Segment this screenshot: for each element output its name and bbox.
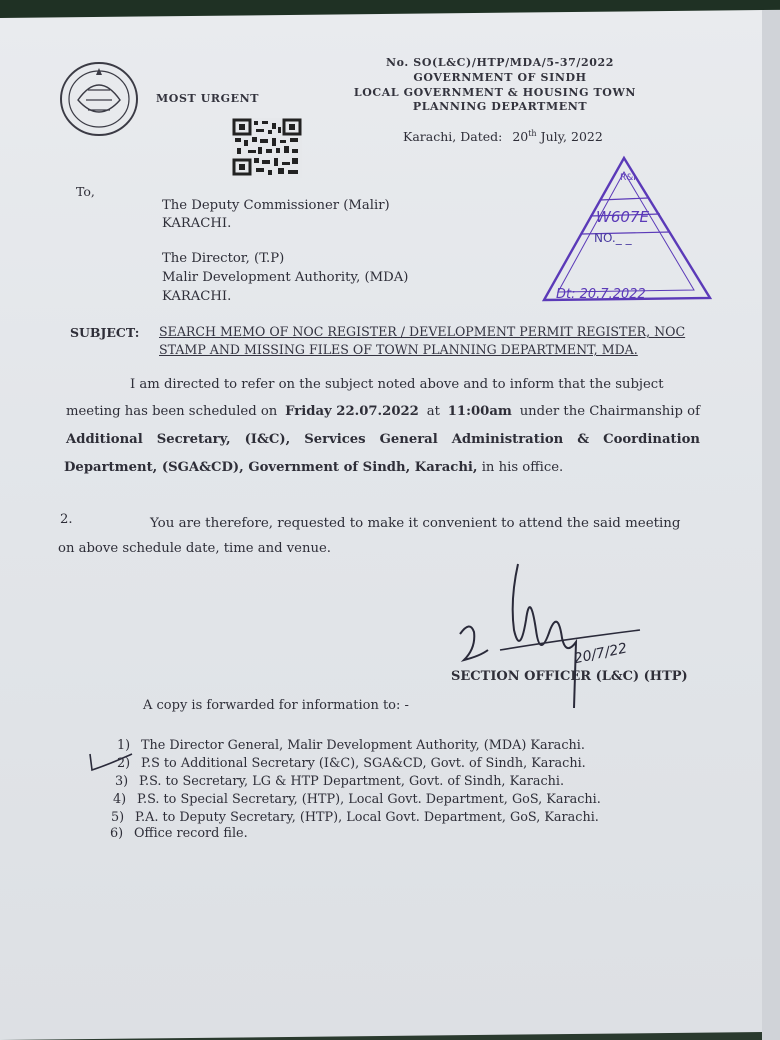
subject-line-1: SEARCH MEMO OF NOC REGISTER / DEVELOPMENT PERMIT REGISTER, NOC	[159, 324, 686, 339]
copy-item-4	[113, 792, 601, 807]
priority-label: MOST URGENT	[156, 92, 260, 105]
copy-item-6-num: 6)	[110, 826, 124, 841]
copy-item-4-num: 4)	[113, 792, 127, 807]
meeting-day-date: Friday 22.07.2022	[285, 404, 419, 419]
chair-word-1: Additional	[66, 432, 143, 447]
tick-mark	[84, 748, 136, 776]
para1-line-2-c: at	[426, 404, 440, 419]
copy-item-1	[117, 738, 585, 753]
stamp-line-2: W607E	[596, 208, 649, 226]
para1-line-2-e: under the Chairmanship of	[519, 404, 700, 419]
copy-item-5-num: 5)	[111, 810, 125, 825]
copy-item-1-text: The Director General, Malir Development Authority, (MDA) Karachi.	[141, 738, 585, 753]
para1-line-2	[66, 404, 700, 419]
addressee-2-line-3: KARACHI.	[162, 289, 232, 304]
chair-word-3: (I&C),	[244, 432, 291, 447]
copy-item-3-num: 3)	[115, 774, 129, 789]
date-day: 20	[512, 129, 529, 145]
copy-intro: A copy is forwarded for information to: -	[143, 698, 409, 713]
copy-item-2-num: 2)	[117, 756, 131, 771]
chair-word-2: Secretary,	[156, 432, 231, 447]
para1-line-4-a: Department, (SGA&CD), Government of Sindh, Karachi,	[64, 460, 478, 475]
copy-item-6-text: Office record file.	[134, 826, 248, 841]
copy-item-5-text: P.A. to Deputy Secretary, (HTP), Local Govt. Department, GoS, Karachi.	[135, 810, 599, 825]
department-line-2: PLANNING DEPARTMENT	[412, 100, 588, 113]
stamp-line-1: R&I	[620, 173, 636, 183]
chair-word-8: Coordination	[603, 432, 700, 447]
chair-word-4: Services	[304, 432, 366, 447]
para1-line-1: I am directed to refer on the subject noted above and to inform that the subject	[130, 377, 664, 392]
to-label: To,	[76, 184, 95, 199]
para1-line-2-a: meeting has been scheduled on	[66, 404, 278, 419]
para2-line-1: You are therefore, requested to make it convenient to attend the said meeting	[150, 516, 681, 531]
handwritten-signature	[440, 560, 660, 710]
department-line-1: LOCAL GOVERNMENT & HOUSING TOWN	[353, 86, 637, 99]
chair-word-6: Administration	[451, 432, 564, 447]
copy-item-2-text: P.S to Additional Secretary (I&C), SGA&CD, Govt. of Sindh, Karachi.	[141, 756, 586, 771]
government-name: GOVERNMENT OF SINDH	[413, 71, 587, 84]
stamp-line-4: Dt: 20.7.2022	[556, 287, 646, 302]
place-date	[403, 129, 603, 144]
signatory-designation: SECTION OFFICER (L&C) (HTP)	[451, 669, 688, 684]
date-suffix: th	[528, 129, 537, 138]
place-date-label: Karachi, Dated:	[403, 129, 503, 145]
copy-item-2	[117, 756, 586, 771]
government-seal-icon	[58, 60, 140, 138]
para1-line-4	[64, 460, 563, 475]
date-rest: July, 2022	[540, 129, 603, 145]
para1-line-4-b: in his office.	[481, 460, 564, 475]
chair-word-7: &	[577, 432, 590, 447]
paper-edge	[762, 10, 780, 1040]
signature-date: 20/7/22	[572, 640, 629, 668]
meeting-time: 11:00am	[447, 404, 512, 419]
copy-item-6	[110, 826, 248, 841]
copy-item-4-text: P.S. to Special Secretary, (HTP), Local Govt. Department, GoS, Karachi.	[137, 792, 601, 807]
copy-item-1-num: 1)	[117, 738, 131, 753]
chair-word-5: General	[379, 432, 438, 447]
copy-item-3	[115, 774, 564, 789]
copy-item-3-text: P.S. to Secretary, LG & HTP Department, Govt. of Sindh, Karachi.	[139, 774, 565, 789]
para1-line-3	[66, 432, 700, 447]
subject-line-2: STAMP AND MISSING FILES OF TOWN PLANNING DEPARTMENT, MDA.	[159, 342, 638, 357]
receipt-stamp	[538, 150, 718, 310]
para2-number: 2.	[60, 512, 73, 527]
addressee-2-line-1: The Director, (T.P)	[162, 251, 285, 266]
addressee-1-line-2: KARACHI.	[162, 216, 232, 231]
qr-code	[232, 118, 302, 178]
para2-line-2: on above schedule date, time and venue.	[58, 541, 331, 556]
reference-number: No. SO(L&C)/HTP/MDA/5-37/2022	[386, 56, 614, 69]
addressee-1-line-1: The Deputy Commissioner (Malir)	[162, 198, 390, 213]
subject-label: SUBJECT:	[70, 325, 140, 340]
copy-item-5	[111, 810, 599, 825]
stamp-line-3: NO._ _	[594, 231, 632, 245]
addressee-2-line-2: Malir Development Authority, (MDA)	[162, 270, 409, 285]
